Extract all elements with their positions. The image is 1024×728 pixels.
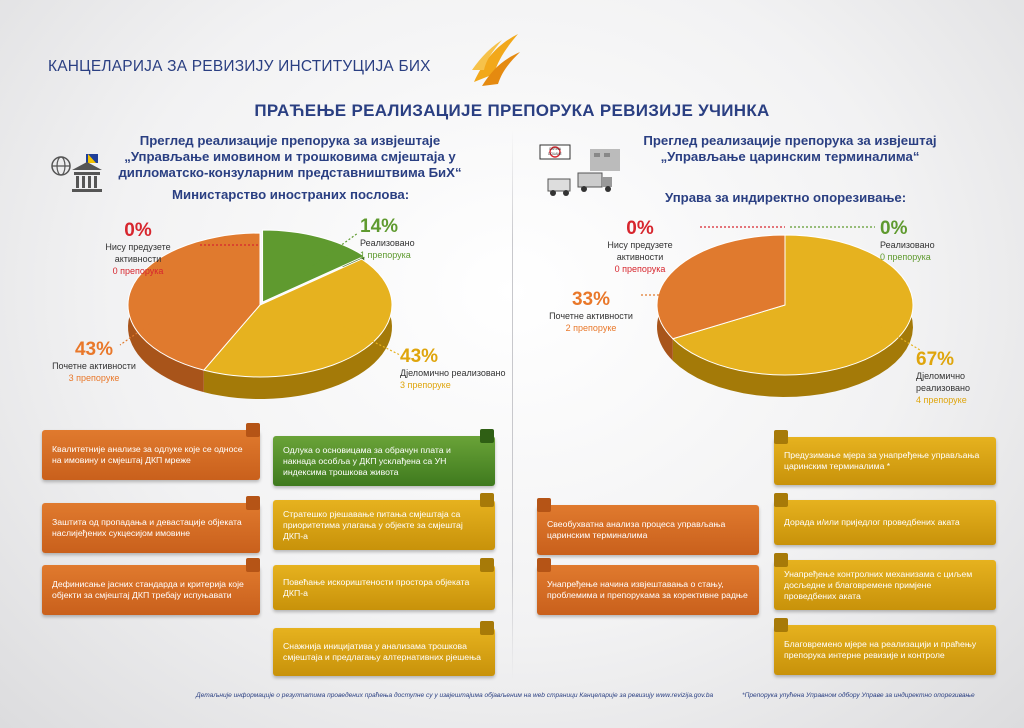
box-tab	[480, 493, 494, 507]
left-count-done: 1 препорука	[360, 250, 411, 260]
right-title-line-2: „Управљање царинским терминалима“	[660, 149, 920, 164]
left-institution: Министарство иностраних послова:	[172, 187, 410, 202]
box-tab	[774, 493, 788, 507]
left-desc-start: Почетне активности	[52, 361, 136, 371]
right-title-line-1: Преглед реализације препорука за извјештај	[643, 133, 937, 148]
customs-truck-icon	[538, 143, 628, 203]
left-title-line-3: дипломатско-конзуларним представништвима БиХ“	[118, 165, 462, 180]
left-report-title	[100, 133, 480, 181]
left-title-line-2: „Управљање имовином и трошковима смјештаја у	[124, 149, 456, 164]
left-desc-none: Нису предузете активности	[105, 242, 171, 264]
left-col2-item-2: Стратешко рјешавање питања смјештаја са приоритетима улагања у објекте за смјештај ДКП-а	[273, 500, 495, 550]
right-label-done	[880, 219, 970, 263]
right-pct-none: 0%	[626, 218, 654, 239]
page-title: ПРАЋЕЊЕ РЕАЛИЗАЦИЈЕ ПРЕПОРУКА РЕВИЗИЈЕ УЧИНКА	[254, 101, 770, 120]
left-col2-item-4: Снажнија иницијатива у анализама трошкова смјештаја и предлагању алтернативних рјешења	[273, 628, 495, 676]
left-count-partial: 3 препоруке	[400, 380, 451, 390]
right-label-partial	[916, 350, 1016, 406]
right-pct-partial: 67%	[916, 349, 955, 370]
box-tab	[246, 558, 260, 572]
right-label-none	[585, 219, 695, 275]
right-desc-start: Почетне активности	[549, 311, 633, 321]
box-tab	[480, 429, 494, 443]
right-count-none: 0 препорука	[614, 264, 666, 274]
right-pct-done: 0%	[880, 218, 908, 239]
box-tab	[246, 496, 260, 510]
left-col1-item-2: Заштита од пропадања и девастације објеката наслијеђених сукцесијом имовине	[42, 503, 260, 553]
customs-sign-label: CARINA	[548, 147, 562, 151]
left-pct-done: 14%	[360, 216, 399, 237]
right-pct-start: 33%	[571, 289, 611, 310]
left-count-start: 3 препоруке	[68, 373, 120, 383]
box-tab	[480, 621, 494, 635]
box-tab	[774, 553, 788, 567]
org-name: КАНЦЕЛАРИЈА ЗА РЕВИЗИЈУ ИНСТИТУЦИЈА БИХ	[48, 58, 431, 75]
right-desc-done: Реализовано	[880, 240, 935, 250]
left-title-line-1: Преглед реализације препорука за извјештаје	[139, 133, 441, 148]
left-pct-partial: 43%	[400, 346, 439, 367]
right-col2-item-2: Дорада и/или приједлог проведбених аката	[774, 500, 996, 545]
right-col2-item-4: Благовремено мјере на реализацији и праћењу препорука интерне ревизије и контроле	[774, 625, 996, 675]
left-label-start	[44, 340, 144, 384]
right-col1-item-1: Свеобухватна анализа процеса управљања царинским терминалима	[537, 505, 759, 555]
box-tab	[480, 558, 494, 572]
right-col2-item-1: Предузимање мјера за унапређење управљања царинским терминалима *	[774, 437, 996, 485]
right-col2-item-3: Унапређење контролних механизама с циљем досљедне и благовремене примјене проведбених аката	[774, 560, 996, 610]
left-col1-item-1: Квалитетније анализе за одлуке које се односе на имовину и смјештај ДКП мреже	[42, 430, 260, 480]
left-label-none	[88, 221, 188, 277]
left-col1-item-3: Дефинисање јасних стандарда и критерија које објекти за смјештај ДКП требају испуњавати	[42, 565, 260, 615]
footer-note-right: *Препорука упућена Управном одбору Управе за индиректно опорезивање	[742, 692, 975, 699]
left-pct-none: 0%	[124, 220, 152, 241]
right-desc-none: Нису предузете активности	[607, 240, 673, 262]
left-col2-item-3: Повећање искориштености простора објеката ДКП-а	[273, 565, 495, 610]
right-count-partial: 4 препоруке	[916, 395, 967, 405]
left-desc-partial: Дјеломично реализовано	[400, 368, 506, 378]
right-institution: Управа за индиректно опорезивање:	[665, 190, 907, 205]
left-label-done	[360, 217, 450, 261]
center-divider	[512, 130, 513, 680]
right-report-title	[610, 133, 970, 165]
footer-note-left: Детаљније информације о резултатима проведених праћења доступне су у извјештајима објављеним на web страници Канцеларије за ревизију www.revizija.gov.ba	[196, 692, 714, 699]
logo-icon	[468, 30, 524, 92]
right-col1-item-2: Унапређење начина извјештавања о стању, проблемима и препорукама за корективне радње	[537, 565, 759, 615]
box-tab	[774, 430, 788, 444]
left-pct-start: 43%	[74, 339, 114, 360]
box-tab	[537, 558, 551, 572]
left-label-partial	[400, 347, 510, 391]
left-desc-done: Реализовано	[360, 238, 415, 248]
box-tab	[246, 423, 260, 437]
right-desc-partial: Дјеломично реализовано	[916, 371, 970, 393]
building-globe-icon	[50, 152, 102, 194]
left-count-none: 0 препорука	[112, 266, 164, 276]
customs-sign-label-2: DOUANE	[548, 152, 562, 156]
box-tab	[774, 618, 788, 632]
box-tab	[537, 498, 551, 512]
right-count-start: 2 препоруке	[565, 323, 617, 333]
right-label-start	[546, 290, 636, 334]
left-col2-item-1: Одлука о основицама за обрачун плата и накнада особља у ДКП усклађена са УН индексима трошкова живота	[273, 436, 495, 486]
right-count-done: 0 препорука	[880, 252, 931, 262]
